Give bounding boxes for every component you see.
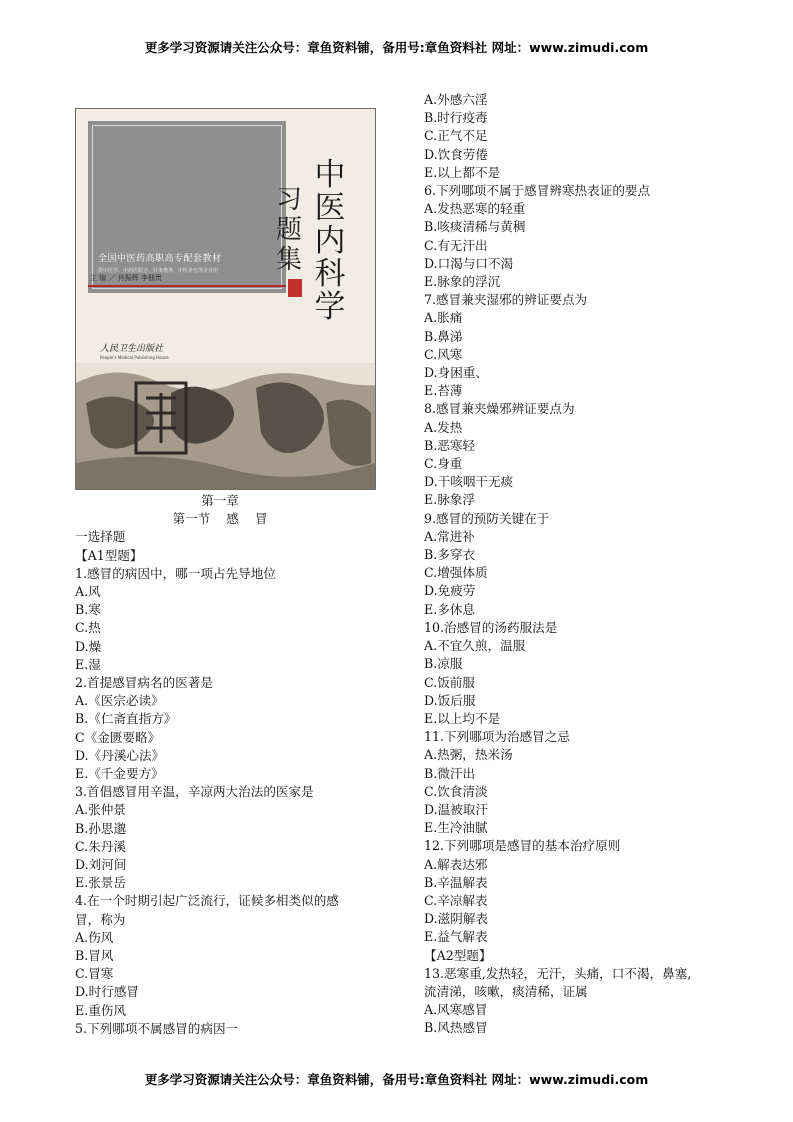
text-line: B.冒风 bbox=[75, 948, 114, 964]
book-cover-image bbox=[75, 108, 376, 490]
text-line: B.孙思邈 bbox=[75, 820, 127, 836]
text-line: C.身重 bbox=[424, 456, 463, 472]
text-line: A.发热 bbox=[424, 419, 463, 435]
text-line: E.《千金要方》 bbox=[75, 766, 164, 782]
text-line: C.饭前服 bbox=[424, 674, 475, 690]
right-text-column bbox=[424, 91, 724, 1038]
text-line: C《金匮要略》 bbox=[75, 729, 161, 745]
text-line: C.增强体质 bbox=[424, 565, 488, 581]
text-line: A.伤风 bbox=[75, 929, 114, 945]
text-line: E.脉象浮 bbox=[424, 492, 475, 508]
text-line: E.以上都不是 bbox=[424, 164, 501, 180]
text-line: 13.恶寒重,发热轻，无汗，头痛，口不渴，鼻塞, bbox=[424, 965, 692, 981]
text-line: B.风热感冒 bbox=[424, 1020, 488, 1036]
text-line: 2.首提感冒病名的医著是 bbox=[75, 675, 213, 691]
text-line: B.凉服 bbox=[424, 656, 463, 672]
text-line: 5.下列哪项不属感冒的病因一 bbox=[75, 1020, 239, 1036]
text-line: 【A2型题】 bbox=[424, 947, 492, 963]
text-line: 11.下列哪项为治感冒之忌 bbox=[424, 729, 570, 745]
text-line: A.不宜久煎，温服 bbox=[424, 638, 526, 654]
text-line: C.风寒 bbox=[424, 346, 463, 362]
text-line: D.滋阴解表 bbox=[424, 911, 489, 927]
left-text-column bbox=[75, 492, 365, 1038]
text-line: D.饮食劳倦 bbox=[424, 146, 489, 162]
text-line: A.《医宗必读》 bbox=[75, 693, 164, 709]
text-line: 一选择题 bbox=[75, 529, 126, 545]
cover-series: 全国中医药高职高专配套教材 bbox=[98, 254, 222, 264]
text-line: E.张景岳 bbox=[75, 875, 126, 891]
text-line: 7.感冒兼夹湿邪的辨证要点为 bbox=[424, 292, 588, 308]
text-line: D.时行感冒 bbox=[75, 984, 140, 1000]
text-line: B.寒 bbox=[75, 602, 101, 618]
text-line: C.饮食清淡 bbox=[424, 783, 488, 799]
text-line: A.外感六淫 bbox=[424, 92, 488, 107]
header-banner: 更多学习资源请关注公众号：章鱼资料铺，备用号:章鱼资料社 网址：www.zimudi.com bbox=[144, 40, 649, 55]
text-line: A.常进补 bbox=[424, 528, 475, 544]
text-line: D.口渴与口不渴 bbox=[424, 255, 514, 271]
text-line: E.生冷油腻 bbox=[424, 820, 488, 836]
text-line: 6.下列哪项不属于感冒辨寒热表证的要点 bbox=[424, 183, 651, 199]
text-line: B.鼻涕 bbox=[424, 328, 463, 344]
text-line: B.《仁斋直指方》 bbox=[75, 711, 177, 727]
text-line: A.胀痛 bbox=[424, 310, 463, 326]
text-line: D.身困重、 bbox=[424, 365, 489, 381]
text-line: E.多休息 bbox=[424, 601, 475, 617]
text-line: D.干咳咽干无痰 bbox=[424, 474, 514, 490]
text-line: C.朱丹溪 bbox=[75, 838, 126, 854]
text-line: B.多穿衣 bbox=[424, 547, 476, 563]
text-line: 3.首倡感冒用辛温，辛凉两大治法的医家是 bbox=[75, 784, 314, 800]
cover-publisher-en: People's Medical Publishing House bbox=[100, 355, 169, 360]
text-line: 第一章 bbox=[201, 493, 239, 508]
text-line: C.热 bbox=[75, 620, 101, 636]
cover-red-rule bbox=[88, 285, 286, 287]
text-line: D.饭后服 bbox=[424, 692, 476, 708]
cover-editors: 主 编 ／ 肖振辉 李佃贵 bbox=[90, 274, 162, 282]
text-line: E.湿 bbox=[75, 656, 101, 672]
text-line: B.微汗出 bbox=[424, 765, 476, 781]
text-line: 流清涕，咳嗽，痰清稀，证属 bbox=[424, 983, 588, 999]
text-line: A.解表达邪 bbox=[424, 856, 488, 872]
text-line: C.正气不足 bbox=[424, 128, 488, 144]
text-line: B.辛温解表 bbox=[424, 874, 488, 890]
text-line: B.咳痰清稀与黄稠 bbox=[424, 219, 526, 235]
footer-banner: 更多学习资源请关注公众号：章鱼资料铺，备用号:章鱼资料社 网址：www.zimudi.com bbox=[144, 1072, 649, 1087]
text-line: 12.下列哪项是感冒的基本治疗原则 bbox=[424, 838, 621, 854]
text-line: A.热粥，热米汤 bbox=[424, 747, 513, 763]
text-line: 冒，称为 bbox=[75, 911, 126, 927]
cover-publisher: 人民卫生出版社 bbox=[100, 344, 164, 354]
text-line: D.免疲劳 bbox=[424, 583, 476, 599]
text-line: 第一节 感 冒 bbox=[172, 511, 268, 527]
text-line: E.苔薄 bbox=[424, 383, 463, 399]
text-line: 10.治感冒的汤药服法是 bbox=[424, 619, 558, 635]
text-line: 【A1型题】 bbox=[75, 547, 143, 563]
text-line: A.风寒感冒 bbox=[424, 1002, 488, 1018]
text-line: D.《丹溪心法》 bbox=[75, 747, 165, 763]
text-line: C.有无汗出 bbox=[424, 237, 488, 253]
text-line: E.重伤风 bbox=[75, 1002, 126, 1018]
text-line: 1.感冒的病因中，哪一项占先导地位 bbox=[75, 565, 276, 581]
text-line: C.辛凉解表 bbox=[424, 892, 488, 908]
text-line: D.刘河间 bbox=[75, 857, 127, 873]
text-line: 4.在一个时期引起广泛流行，证候多相类似的感 bbox=[75, 893, 339, 909]
text-line: 8.感冒兼夹燥邪辨证要点为 bbox=[424, 401, 575, 417]
text-line: A.发热恶寒的轻重 bbox=[424, 201, 526, 217]
text-line: E.脉象的浮沉 bbox=[424, 274, 501, 290]
text-line: D.温被取汗 bbox=[424, 801, 489, 817]
text-line: A.风 bbox=[75, 584, 101, 600]
text-line: E.以上均不是 bbox=[424, 710, 501, 726]
text-line: B.时行疫毒 bbox=[424, 110, 488, 126]
text-line: C.冒寒 bbox=[75, 966, 114, 982]
cover-header-panel bbox=[88, 121, 286, 293]
seal-stamp bbox=[288, 279, 302, 297]
cover-title: 中医内科学 bbox=[314, 157, 346, 325]
text-line: B.恶寒轻 bbox=[424, 437, 476, 453]
text-line: D.燥 bbox=[75, 638, 102, 654]
cover-subtitle: 习题集 bbox=[275, 185, 302, 275]
text-line: A.张仲景 bbox=[75, 802, 126, 818]
text-line: E.益气解表 bbox=[424, 929, 488, 945]
text-line: 9.感冒的预防关键在于 bbox=[424, 510, 550, 526]
cover-relief-artwork bbox=[76, 363, 375, 489]
cover-audience: 供中医学、中药医院合、针灸推拿、中医骨伤等专业用 bbox=[98, 268, 219, 274]
